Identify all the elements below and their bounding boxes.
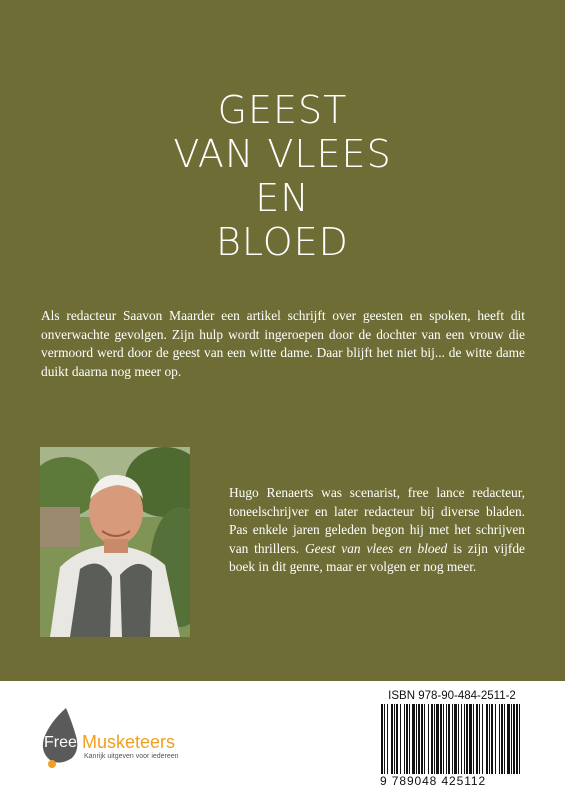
barcode-bars — [381, 704, 523, 774]
barcode-bar — [384, 704, 385, 774]
barcode-bar — [479, 704, 480, 774]
barcode-bar — [431, 704, 433, 774]
title-line-3: EN — [255, 176, 310, 220]
barcode-bar — [443, 704, 444, 774]
barcode-bar — [473, 704, 474, 774]
author-photo — [40, 447, 190, 637]
author-bio-text-start: Hugo Renaerts was scenarist, free lance redacteur, toneelschrijver en later redacteur bij diverse bladen. Pas enkele jaren geleden begon hij met het schrijven van thrillers. — [229, 485, 525, 556]
title-line-1: GEEST — [217, 88, 348, 132]
barcode-bar — [412, 704, 415, 774]
author-photo-illustration — [40, 447, 190, 637]
barcode-bar — [495, 704, 496, 774]
barcode-bar — [469, 704, 472, 774]
title-line-2: VAN VLEES — [173, 132, 392, 176]
barcode-bar — [516, 704, 518, 774]
barcode-bar — [446, 704, 447, 774]
barcode-bar — [409, 704, 410, 774]
barcode-bar — [519, 704, 520, 774]
barcode-bar — [428, 704, 429, 774]
publisher-name-musketeers: Musketeers — [82, 732, 176, 752]
barcode-bar — [436, 704, 439, 774]
barcode-bar — [507, 704, 510, 774]
barcode-bar — [404, 704, 405, 774]
barcode-bar — [396, 704, 398, 774]
barcode-bar — [452, 704, 453, 774]
barcode-bar — [511, 704, 512, 774]
barcode-bar — [501, 704, 503, 774]
barcode-bar — [416, 704, 417, 774]
publisher-logo — [40, 708, 220, 768]
barcode-bar — [387, 704, 388, 774]
barcode-bar — [499, 704, 500, 774]
author-bio-book-title: Geest van vlees en bloed — [304, 540, 448, 556]
ean-digits: 9 789048 425112 — [380, 774, 487, 788]
barcode-bar — [466, 704, 468, 774]
barcode-bar — [381, 704, 383, 774]
barcode-bar — [489, 704, 490, 774]
barcode-bar — [491, 704, 493, 774]
title-line-4: BLOED — [216, 220, 349, 264]
barcode-bar — [454, 704, 457, 774]
isbn-label: ISBN 978-90-484-2511-2 — [388, 690, 516, 702]
publisher-name-free: Free — [44, 734, 77, 751]
barcode-bar — [394, 704, 395, 774]
barcode-bar — [513, 704, 515, 774]
barcode-bar — [418, 704, 420, 774]
barcode-bar — [440, 704, 442, 774]
barcode-bar — [504, 704, 505, 774]
barcode-bar — [461, 704, 462, 774]
barcode-bar — [458, 704, 459, 774]
barcode-bar — [424, 704, 425, 774]
isbn-barcode — [379, 690, 525, 788]
barcode-bar — [434, 704, 435, 774]
barcode-bar — [421, 704, 423, 774]
author-bio-text-end: is zijn vijfde boek in dit genre, maar er volgen er nog meer. — [229, 540, 525, 574]
author-bio — [229, 484, 525, 577]
barcode-bar — [448, 704, 450, 774]
barcode-bar — [482, 704, 483, 774]
book-blurb: Als redacteur Saavon Maarder een artikel schrijft over geesten en spoken, heeft dit onverwachte gevolgen. Zijn hulp wordt ingeroepen door de dochter van een vrouw die vermoord werd door de geest van een witte dame. Daar blijft het niet bij... de witte dame duikt daarna nog meer op. — [41, 308, 525, 379]
barcode-bar — [391, 704, 393, 774]
barcode-bar — [486, 704, 488, 774]
publisher-tagline: Kanrijk uitgeven voor iedereen — [84, 753, 179, 760]
book-title — [0, 88, 565, 264]
barcode-bar — [406, 704, 408, 774]
barcode-bar — [464, 704, 465, 774]
barcode-bar — [400, 704, 401, 774]
barcode-bar — [476, 704, 478, 774]
